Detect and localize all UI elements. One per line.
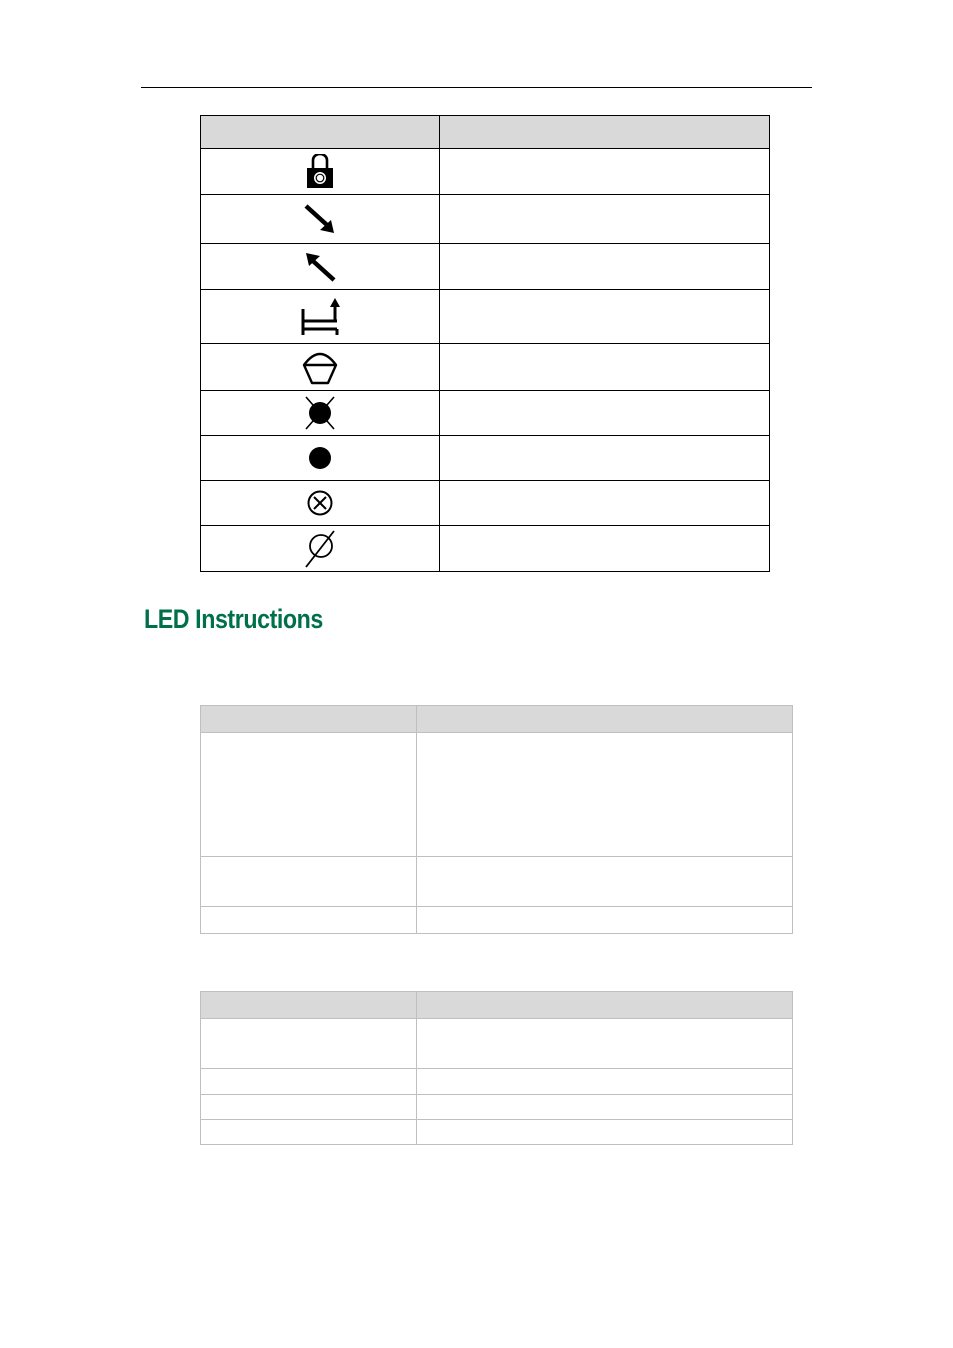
table-row — [201, 290, 770, 344]
icon-description — [440, 244, 770, 290]
led-state-cell — [201, 1019, 417, 1069]
led-state-cell — [201, 1069, 417, 1095]
outgoing-call-arrow-icon — [303, 251, 337, 283]
status-column-header — [417, 992, 793, 1019]
led-table-header — [201, 706, 793, 733]
led-state-cell — [201, 1095, 417, 1120]
led-meaning-cell — [417, 907, 793, 934]
led-meaning-cell — [417, 1069, 793, 1095]
led-meaning-cell — [417, 1019, 793, 1069]
table-row — [201, 244, 770, 290]
led-table-line-keys — [200, 991, 793, 1145]
table-row — [201, 149, 770, 195]
table-row — [201, 195, 770, 244]
table-row — [201, 857, 793, 907]
lock-icon — [305, 154, 335, 190]
led-table-power — [200, 705, 793, 934]
icon-column-header — [201, 116, 440, 149]
led-state-cell — [201, 857, 417, 907]
bell-dome-icon — [301, 349, 339, 385]
led-meaning-cell — [417, 1120, 793, 1145]
status-column-header — [417, 706, 793, 733]
led-state-cell — [201, 907, 417, 934]
table-row — [201, 907, 793, 934]
section-title: LED Instructions — [144, 604, 323, 634]
circle-x-icon — [306, 489, 334, 517]
icon-table — [200, 115, 770, 572]
filled-dot-icon — [307, 445, 333, 471]
led-column-header — [201, 992, 417, 1019]
table-row — [201, 1069, 793, 1095]
table-row — [201, 391, 770, 436]
icon-table-header — [201, 116, 770, 149]
table-row — [201, 733, 793, 857]
crossed-dot-icon — [303, 394, 337, 432]
table-row — [201, 526, 770, 572]
icon-description — [440, 195, 770, 244]
led-state-cell — [201, 1120, 417, 1145]
icon-description — [440, 391, 770, 436]
table-row — [201, 1019, 793, 1069]
table-row — [201, 481, 770, 526]
icon-description — [440, 290, 770, 344]
led-meaning-cell — [417, 733, 793, 857]
table-row — [201, 436, 770, 481]
icon-description — [440, 344, 770, 391]
table-row — [201, 1120, 793, 1145]
led-meaning-cell — [417, 1095, 793, 1120]
icon-description — [440, 436, 770, 481]
description-column-header — [440, 116, 770, 149]
led-state-cell — [201, 733, 417, 857]
table-row — [201, 344, 770, 391]
icon-description — [440, 481, 770, 526]
icon-description — [440, 149, 770, 195]
empty-set-icon — [303, 529, 337, 569]
led-meaning-cell — [417, 857, 793, 907]
led-table-header — [201, 992, 793, 1019]
table-row — [201, 1095, 793, 1120]
incoming-call-arrow-icon — [303, 203, 337, 235]
page-header-rule — [141, 87, 812, 88]
led-column-header — [201, 706, 417, 733]
icon-description — [440, 526, 770, 572]
call-forward-icon — [299, 297, 341, 337]
